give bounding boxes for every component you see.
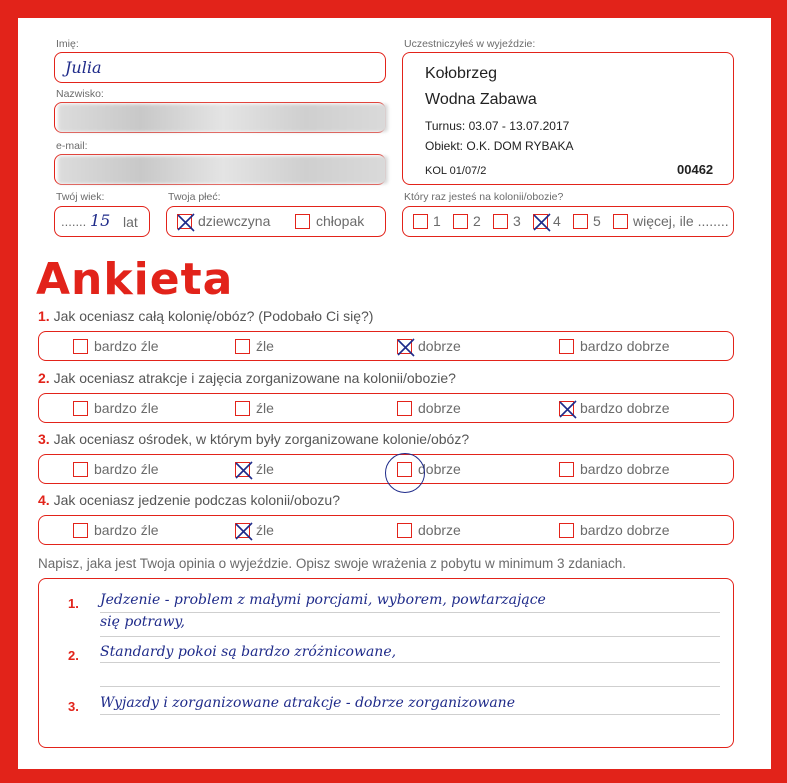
answer-checkbox[interactable] (235, 401, 250, 416)
question-1 (38, 308, 373, 324)
question-number: 2. (38, 370, 50, 386)
answer-option[interactable] (235, 400, 274, 416)
answer-checkbox[interactable] (235, 523, 250, 538)
question-number: 1. (38, 308, 50, 324)
gender-boy-label: chłopak (316, 213, 365, 229)
opinion-text: Wyjazdy i zorganizowane atrakcje - dobrze zorganizowane (100, 695, 515, 711)
answer-option[interactable] (235, 522, 274, 538)
question-text: Jak oceniasz atrakcje i zajęcia zorganizowane na kolonii/obozie? (53, 370, 456, 386)
trip-object: Obiekt: O.K. DOM RYBAKA (425, 139, 574, 153)
question-number: 4. (38, 492, 50, 508)
answer-label: źle (256, 338, 274, 354)
question-text: Jak oceniasz całą kolonię/obóz? (Podobało Ci się?) (53, 308, 374, 324)
answer-option[interactable] (73, 400, 159, 416)
answer-checkbox[interactable] (235, 462, 250, 477)
answer-option[interactable] (235, 338, 274, 354)
answer-checkbox[interactable] (559, 523, 574, 538)
opinion-number: 1. (68, 596, 79, 611)
opinion-number: 3. (68, 699, 79, 714)
first-name-value: Julia (65, 58, 102, 77)
times-option-1[interactable] (413, 213, 441, 229)
question-2 (38, 370, 456, 386)
answer-option[interactable] (73, 461, 159, 477)
gender-girl-option[interactable] (177, 213, 270, 229)
check-mark-icon (175, 212, 197, 234)
answer-label: bardzo dobrze (580, 461, 670, 477)
times-option-4[interactable] (533, 213, 561, 229)
answer-checkbox[interactable] (235, 339, 250, 354)
opinion-prompt: Napisz, jaka jest Twoja opinia o wyjeździe. Opisz swoje wrażenia z pobytu w minimum 3 zdaniach. (38, 556, 627, 571)
answer-row-4 (38, 515, 734, 545)
gender-boy-checkbox[interactable] (295, 214, 310, 229)
trip-program: Wodna Zabawa (425, 91, 537, 108)
times-label-more: więcej, ile ........ (633, 213, 729, 229)
answer-checkbox[interactable] (73, 523, 88, 538)
answer-checkbox[interactable] (397, 523, 412, 538)
answer-checkbox[interactable] (397, 401, 412, 416)
times-option-2[interactable] (453, 213, 481, 229)
times-field (402, 206, 734, 237)
email-label: e-mail: (56, 140, 88, 152)
answer-row-2 (38, 393, 734, 423)
answer-label: dobrze (418, 338, 461, 354)
check-mark-icon (531, 212, 553, 234)
answer-option[interactable] (559, 461, 670, 477)
ruled-line (100, 714, 720, 715)
times-label-2: 2 (473, 213, 481, 229)
ruled-line (100, 686, 720, 687)
ruled-line (100, 636, 720, 637)
times-checkbox-5[interactable] (573, 214, 588, 229)
last-name-label: Nazwisko: (56, 88, 104, 100)
gender-girl-label: dziewczyna (198, 213, 271, 229)
ruled-line (100, 662, 720, 663)
answer-option[interactable] (73, 338, 159, 354)
answer-checkbox[interactable] (73, 401, 88, 416)
trip-turnus: Turnus: 03.07 - 13.07.2017 (425, 119, 570, 133)
times-checkbox-2[interactable] (453, 214, 468, 229)
answer-checkbox[interactable] (73, 462, 88, 477)
gender-label: Twoja płeć: (168, 191, 221, 203)
times-label-4: 4 (553, 213, 561, 229)
answer-label: źle (256, 461, 274, 477)
first-name-field[interactable] (54, 52, 386, 83)
check-mark-icon (395, 337, 417, 359)
answer-label: bardzo źle (94, 461, 159, 477)
question-text: Jak oceniasz jedzenie podczas kolonii/obozu? (53, 492, 340, 508)
trip-city: Kołobrzeg (425, 65, 498, 82)
last-name-redacted (58, 104, 388, 132)
times-label-3: 3 (513, 213, 521, 229)
answer-label: bardzo źle (94, 400, 159, 416)
check-mark-icon (557, 399, 579, 421)
age-dots: ....... (61, 214, 87, 229)
times-label: Który raz jesteś na kolonii/obozie? (404, 191, 564, 203)
answer-label: bardzo dobrze (580, 400, 670, 416)
age-value: 15 (90, 211, 111, 230)
answer-option[interactable] (559, 522, 670, 538)
first-name-label: Imię: (56, 38, 79, 50)
answer-label: bardzo dobrze (580, 338, 670, 354)
age-label: Twój wiek: (56, 191, 105, 203)
question-text: Jak oceniasz ośrodek, w którym były zorganizowane kolonie/obóz? (53, 431, 470, 447)
trip-info-box (402, 52, 734, 185)
answer-option[interactable] (397, 522, 461, 538)
times-checkbox-1[interactable] (413, 214, 428, 229)
ruled-line (100, 612, 720, 613)
check-mark-icon (233, 521, 255, 543)
answer-option[interactable] (397, 338, 461, 354)
gender-field (166, 206, 386, 237)
answer-label: dobrze (418, 461, 461, 477)
check-mark-icon (233, 460, 255, 482)
answer-label: dobrze (418, 400, 461, 416)
question-number: 3. (38, 431, 50, 447)
circle-mark (385, 453, 425, 493)
times-checkbox-more[interactable] (613, 214, 628, 229)
answer-checkbox[interactable] (559, 339, 574, 354)
trip-code: KOL 01/07/2 (425, 165, 487, 177)
times-option-more[interactable] (613, 213, 729, 229)
opinion-text: się potrawy, (100, 614, 185, 630)
question-4 (38, 492, 340, 508)
times-label-5: 5 (593, 213, 601, 229)
trip-label: Uczestniczyłeś w wyjeździe: (404, 38, 536, 50)
trip-number: 00462 (677, 162, 714, 177)
times-option-3[interactable] (493, 213, 521, 229)
answer-option[interactable] (559, 400, 670, 416)
age-field[interactable] (54, 206, 150, 237)
gender-boy-option[interactable] (295, 213, 364, 229)
times-option-5[interactable] (573, 213, 601, 229)
gender-girl-checkbox[interactable] (177, 214, 192, 229)
answer-label: źle (256, 400, 274, 416)
answer-label: dobrze (418, 522, 461, 538)
times-checkbox-4[interactable] (533, 214, 548, 229)
question-3 (38, 431, 469, 447)
survey-title: Ankieta (36, 254, 234, 305)
opinion-text: Jedzenie - problem z małymi porcjami, wyborem, powtarzające (100, 592, 546, 608)
answer-label: bardzo dobrze (580, 522, 670, 538)
answer-label: bardzo źle (94, 522, 159, 538)
answer-option[interactable] (559, 338, 670, 354)
times-label-1: 1 (433, 213, 441, 229)
answer-label: bardzo źle (94, 338, 159, 354)
answer-option[interactable] (397, 400, 461, 416)
answer-option[interactable] (235, 461, 274, 477)
times-checkbox-3[interactable] (493, 214, 508, 229)
opinion-text: Standardy pokoi są bardzo zróżnicowane, (100, 644, 397, 660)
answer-label: źle (256, 522, 274, 538)
email-redacted (58, 156, 388, 184)
answer-checkbox[interactable] (397, 339, 412, 354)
age-unit: lat (123, 214, 138, 230)
answer-row-1 (38, 331, 734, 361)
answer-checkbox[interactable] (559, 462, 574, 477)
answer-option[interactable] (73, 522, 159, 538)
answer-checkbox[interactable] (73, 339, 88, 354)
opinion-number: 2. (68, 648, 79, 663)
answer-checkbox[interactable] (559, 401, 574, 416)
